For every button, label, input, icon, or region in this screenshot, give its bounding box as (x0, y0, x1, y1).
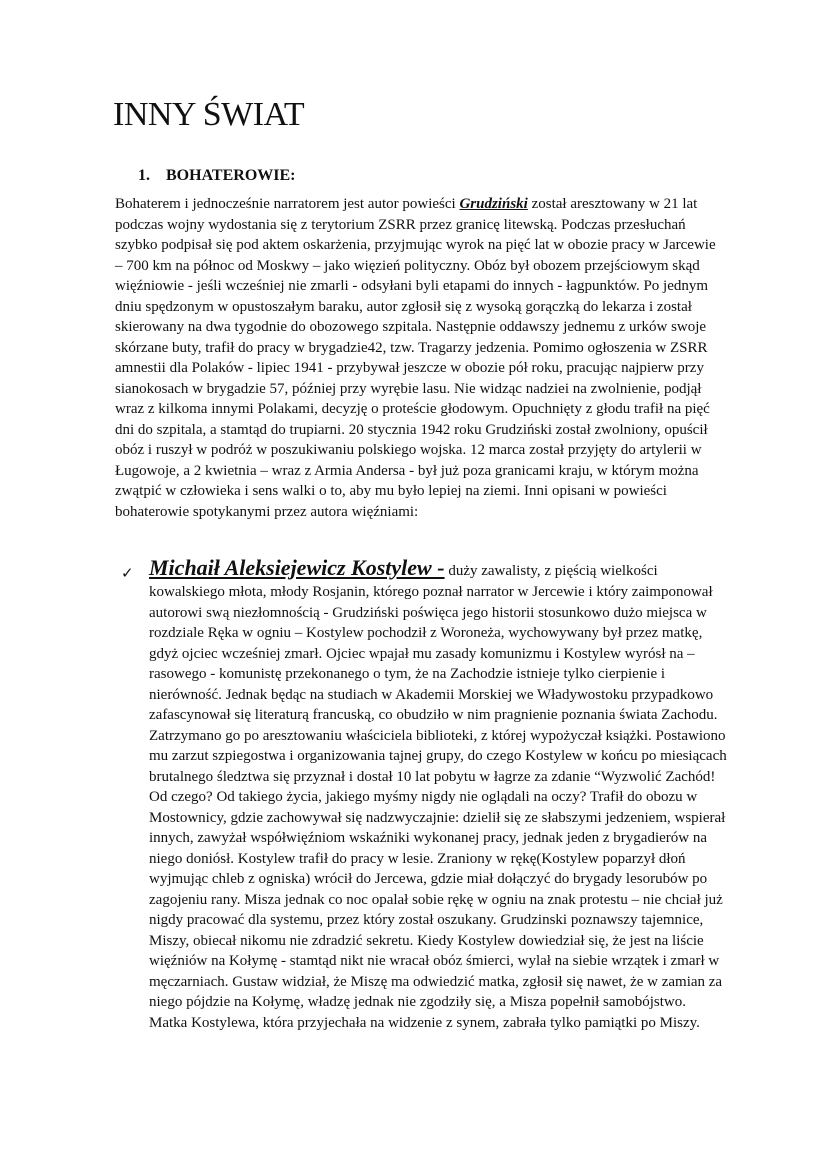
intro-prefix: Bohaterem i jednocześnie narratorem jest autor powieści (115, 196, 460, 212)
check-mark-icon: ✓ (121, 564, 134, 582)
character-name: Michaił Aleksiejewicz Kostylew - (149, 555, 445, 580)
list-item (115, 554, 727, 1033)
intro-text: został aresztowany w 21 lat podczas wojny wydostania się z terytorium ZSRR przez granicę litewską. Podczas przesłuchań szybko podpisał się pod aktem oskarżenia, przyjmując wyrok na pięć lat w obozie pracy w Jarcewie – 700 km na północ od Moskwy – jako więzień polityczny. Obóz był obozem przejściowym skąd więźniowie - jeśli wcześniej nie zmarli - odsyłani byli etapami do innych - łagpunktów. Po jednym dniu spędzonym w opustoszałym baraku, autor zgłosił się z wysoką gorączką do lekarza i został skierowany na dwa tygodnie do obozowego szpitala. Następnie oddawszy jednemu z urków swoje skórzane buty, trafił do pracy w brygadzie42, tzw. Tragarzy jedzenia. Pomimo ogłoszenia w ZSRR amnestii dla Polaków - lipiec 1941 - przybywał jeszcze w obozie pół roku, pracując najpierw przy sianokosach w brygadzie 57, później przy wyrębie lasu. Nie widząc nadziei na zwolnienie, podjął wraz z kilkoma innymi Polakami, decyzję o proteście głodowym. Opuchnięty z głodu trafił na pięć dni do szpitala, a stamtąd do trupiarni. 20 stycznia 1942 roku Grudziński został zwolniony, opuścił obóz i ruszył w podróż w poszukiwaniu polskiego wojska. 12 marca został przyjęty do artylerii w Ługowoje, a 2 kwietnia – wraz z Armia Andersa - był już poza granicami kraju, w którym można zwątpić w człowieka i sens walki o to, aby mu było lepiej na ziemi. Inni opisani w powieści bohaterowie spotykanymi przez autora więźniami: (115, 196, 716, 520)
section-heading (138, 166, 296, 186)
section-number: 1. (138, 167, 150, 184)
document-title: INNY ŚWIAT (113, 96, 305, 133)
character-list (115, 554, 727, 1033)
author-name: Grudziński (459, 196, 528, 212)
section-heading-text: BOHATEROWIE: (166, 167, 296, 184)
character-description: duży zawalisty, z pięścią wielkości kowalskiego młota, młody Rosjanin, którego poznał narrator w Jercewie i który zaimponował autorowi swą niezłomnością - Grudziński poświęca jego historii stosunkowo dużo miejsca w rozdziale Ręka w ogniu – Kostylew pochodził z Woroneża, wychowywany był przez matkę, gdyż ojciec wcześniej zmarł. Ojciec wpajał mu zasady komunizmu i Kostylew wyrósł na – rasowego - komunistę przekonanego o tym, że na Zachodzie istnieje tylko cierpienie i nierówność. Jednak będąc na studiach w Akademii Morskiej we Władywostoku przypadkowo zafascynował się literaturą francuską, co obudziło w nim pragnienie poznania świata Zachodu. Zatrzymano go po aresztowaniu właściciela biblioteki, z której wypożyczał książki. Postawiono mu zarzut szpiegostwa i organizowania tajnej grupy, do czego Kostylew w końcu po miesiącach brutalnego śledztwa się przyznał i dostał 10 lat pobytu w łagrze za zdanie “Wyzwolić Zachód! Od czego? Od takiego życia, jakiego myśmy nigdy nie oglądali na oczy? Trafił do obozu w Mostownicy, gdzie zachowywał się nadzwyczajnie: dzielił się ze słabszymi jedzeniem, wspierał innych, zawyżał współwięźniom wskaźniki wykonanej pracy, jednak jeden z brygadierów na niego doniósł. Kostylew trafił do pracy w lesie. Zraniony w rękę(Kostylew poparzył dłoń wyjmując chleb z ogniska) wrócił do Jercewa, gdzie miał dołączyć do brygady lesorubów po zagojeniu rany. Misza jednak co noc opalał sobie rękę w ogniu na znak protestu – nie chciał już nigdy pracować dla systemu, przez który został oszukany. Grudzinski poznawszy tajemnice, Miszy, obiecał nikomu nie zdradzić sekretu. Kiedy Kostylew dowiedział się, że jest na liście więźniów na Kołymę - stamtąd nikt nie wracał obóz śmierci, wylał na siebie wrzątek i zmarł w męczarniach. Gustaw widział, że Miszę ma odwiedzić matka, zgłosił się nawet, że w zamian za niego pójdzie na Kołymę, władzę jednak nie zgodziły się, a Misza popełnił samobójstwo. Matka Kostylewa, która przyjechała na widzenie z synem, zabrała tylko pamiątki po Miszy. (149, 563, 727, 1031)
intro-paragraph (115, 194, 725, 522)
